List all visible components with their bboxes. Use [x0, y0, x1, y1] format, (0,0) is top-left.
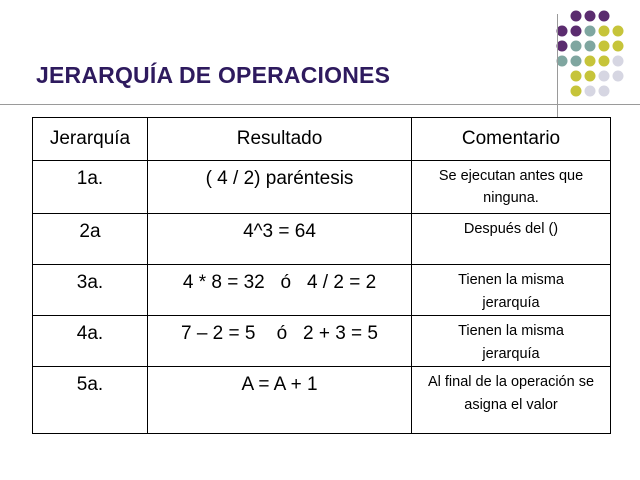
cell-text: 4^3 = 64 — [243, 221, 316, 242]
dot — [557, 56, 568, 67]
cell-text: ( 4 / 2) paréntesis — [205, 168, 354, 189]
dot — [571, 11, 582, 22]
table-header-row — [33, 118, 611, 161]
dot — [599, 56, 610, 67]
cell-jerarquia — [33, 214, 148, 265]
dot-row-1 — [571, 11, 610, 22]
horizontal-divider — [0, 104, 640, 105]
table-row — [33, 214, 611, 265]
dot — [585, 86, 596, 97]
cell-text: Tienen la misma jerarquía — [458, 323, 564, 362]
hierarchy-table — [32, 117, 611, 434]
dot — [599, 71, 610, 82]
cell-text: 4a. — [76, 323, 104, 344]
dot — [585, 71, 596, 82]
dot — [599, 86, 610, 97]
dot — [599, 41, 610, 52]
vertical-divider — [557, 14, 558, 118]
cell-comentario — [412, 161, 611, 214]
cell-jerarquia — [33, 367, 148, 434]
dot — [585, 11, 596, 22]
dot — [571, 71, 582, 82]
cell-text: Después del () — [463, 221, 559, 237]
cell-text: 5a. — [76, 374, 104, 395]
cell-text: A = A + 1 — [241, 374, 318, 395]
dot-row-3 — [557, 41, 624, 52]
cell-text: Tienen la misma jerarquía — [458, 272, 564, 311]
cell-resultado — [148, 265, 412, 316]
slide-title: JERARQUÍA DE OPERACIONES — [36, 62, 391, 88]
dot — [571, 41, 582, 52]
dot-row-6 — [571, 86, 610, 97]
dot — [613, 26, 624, 37]
dot — [571, 26, 582, 37]
cell-resultado — [148, 214, 412, 265]
table-row — [33, 367, 611, 434]
dot — [599, 11, 610, 22]
cell-jerarquia — [33, 265, 148, 316]
cell-jerarquia — [33, 161, 148, 214]
dot-row-5 — [571, 71, 624, 82]
cell-comentario — [412, 214, 611, 265]
dot — [557, 26, 568, 37]
cell-comentario — [412, 316, 611, 367]
table-row — [33, 316, 611, 367]
cell-text: Se ejecutan antes que ninguna. — [438, 168, 584, 206]
cell-text: 3a. — [76, 272, 104, 293]
dot — [585, 41, 596, 52]
cell-text: 4 * 8 = 32 ó 4 / 2 = 2 — [182, 272, 377, 293]
dot — [599, 26, 610, 37]
cell-text: 7 – 2 = 5 ó 2 + 3 = 5 — [180, 323, 378, 344]
dot — [613, 56, 624, 67]
dot — [571, 86, 582, 97]
cell-resultado — [148, 367, 412, 434]
cell-resultado — [148, 316, 412, 367]
header-comentario: Comentario — [412, 118, 611, 161]
cell-jerarquia — [33, 316, 148, 367]
cell-comentario — [412, 265, 611, 316]
cell-text: 1a. — [76, 168, 104, 189]
table-row — [33, 161, 611, 214]
dot — [613, 41, 624, 52]
cell-text: 2a — [79, 221, 101, 242]
cell-comentario — [412, 367, 611, 434]
dot-row-2 — [557, 26, 624, 37]
decorative-dot-grid — [0, 0, 640, 120]
dot — [571, 56, 582, 67]
dot — [557, 41, 568, 52]
cell-text: Al final de la operación se asigna el valor — [427, 374, 595, 413]
dot-row-4 — [557, 56, 624, 67]
header-jerarquia: Jerarquía — [33, 118, 148, 161]
cell-resultado — [148, 161, 412, 214]
dot — [613, 71, 624, 82]
dot — [585, 26, 596, 37]
table-row — [33, 265, 611, 316]
header-resultado: Resultado — [148, 118, 412, 161]
dot — [585, 56, 596, 67]
